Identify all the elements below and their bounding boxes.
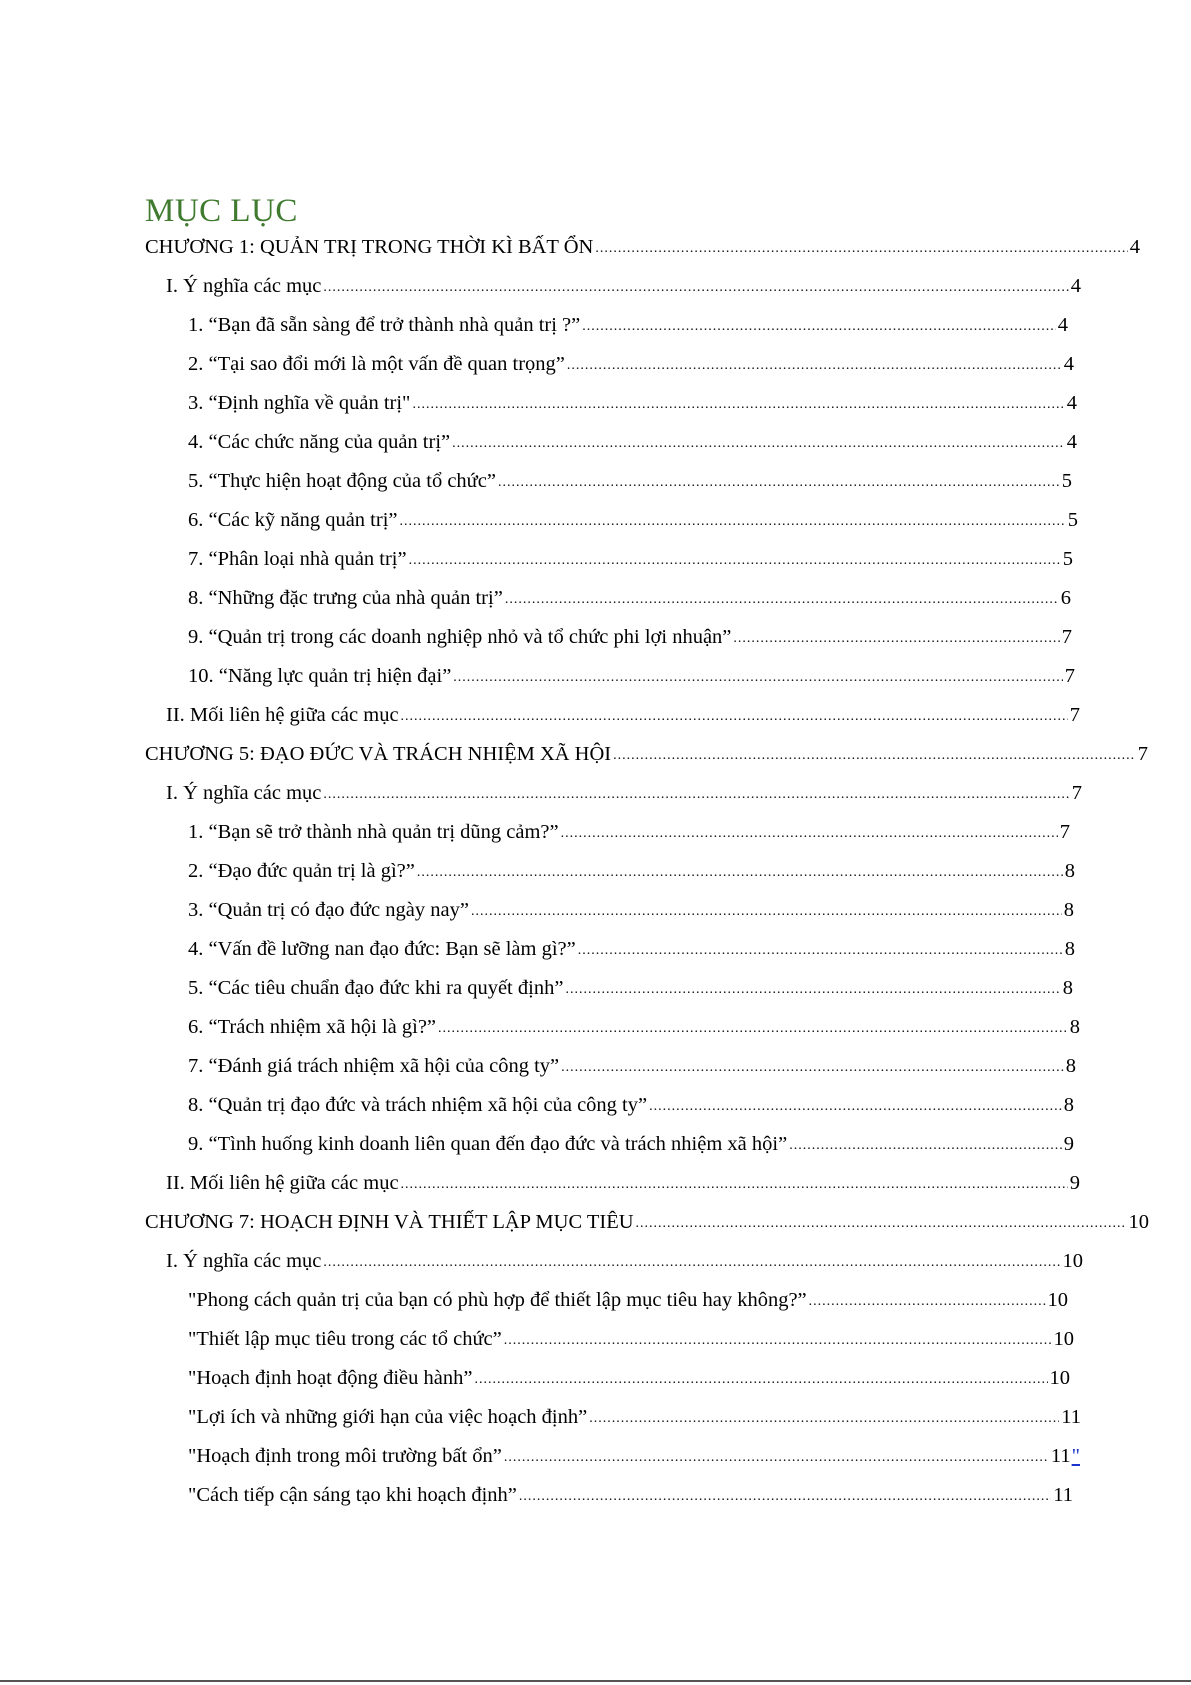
toc-entry-subsection[interactable]	[188, 1367, 1070, 1395]
toc-entry-label: "Hoạch định trong môi trường bất ổn”	[188, 1445, 502, 1467]
dot-leader	[452, 434, 1065, 454]
dot-leader	[565, 980, 1060, 1000]
toc-entry-page: 10	[1047, 1289, 1068, 1311]
dot-leader	[409, 551, 1061, 571]
toc-entry-chapter-5[interactable]	[145, 743, 1148, 771]
toc-entry-subsection[interactable]	[188, 1445, 1080, 1473]
toc-entry-page: 6	[1060, 587, 1071, 609]
dot-leader	[567, 356, 1062, 376]
toc-entry-subsection[interactable]	[188, 860, 1075, 888]
toc-entry-subsection[interactable]	[188, 587, 1071, 615]
toc-entry-page: 4	[1129, 236, 1140, 258]
dot-leader	[399, 512, 1065, 532]
dot-leader	[561, 824, 1058, 844]
toc-entry-label: 5. “Các tiêu chuẩn đạo đức khi ra quyết định”	[188, 977, 564, 999]
dot-leader	[323, 278, 1068, 298]
toc-entry-subsection[interactable]	[188, 431, 1077, 459]
toc-entry-label: 4. “Vấn đề lưỡng nan đạo đức: Bạn sẽ làm gì?”	[188, 938, 576, 960]
toc-entry-subsection[interactable]	[188, 1289, 1068, 1317]
toc-entry-label: "Phong cách quản trị của bạn có phù hợp để thiết lập mục tiêu hay không?”	[188, 1289, 807, 1311]
toc-entry-subsection[interactable]	[188, 938, 1075, 966]
toc-entry-subsection[interactable]	[188, 314, 1068, 342]
toc-entry-page: 7	[1061, 626, 1072, 648]
toc-entry-page: 7	[1071, 782, 1082, 804]
dot-leader	[471, 902, 1062, 922]
dot-leader	[412, 395, 1064, 415]
toc-entry-chapter-1[interactable]	[145, 236, 1140, 264]
dot-leader	[649, 1097, 1062, 1117]
toc-entry-label: I. Ý nghĩa các mục	[166, 275, 322, 297]
toc-entry-label: 2. “Đạo đức quản trị là gì?”	[188, 860, 415, 882]
toc-entry-subsection[interactable]	[188, 1328, 1074, 1356]
toc-entry-page: 7	[1059, 821, 1070, 843]
toc-entry-page: 5	[1067, 509, 1078, 531]
toc-entry-page: 7	[1069, 704, 1080, 726]
dot-leader	[401, 1175, 1068, 1195]
toc-entry-section[interactable]	[166, 1172, 1080, 1200]
toc-entry-label: 8. “Quản trị đạo đức và trách nhiệm xã hội của công ty”	[188, 1094, 648, 1116]
toc-entry-page: 4	[1066, 431, 1077, 453]
dot-leader	[505, 590, 1059, 610]
toc-entry-page: 7	[1137, 743, 1148, 765]
toc-entry-page: 9	[1069, 1172, 1080, 1194]
toc-entry-label: 8. “Những đặc trưng của nhà quản trị”	[188, 587, 503, 609]
dot-leader	[504, 1448, 1049, 1468]
toc-entry-subsection[interactable]	[188, 1484, 1073, 1512]
dot-leader	[582, 317, 1056, 337]
toc-entry-label: 7. “Phân loại nhà quản trị”	[188, 548, 407, 570]
dot-leader	[438, 1019, 1068, 1039]
toc-entry-label: 10. “Năng lực quản trị hiện đại”	[188, 665, 452, 687]
toc-entry-page: 11	[1061, 1406, 1081, 1428]
toc-entry-page: 4	[1063, 353, 1074, 375]
dot-leader	[809, 1292, 1046, 1312]
toc-entry-page: 8	[1064, 860, 1075, 882]
toc-entry-section[interactable]	[166, 1250, 1083, 1278]
toc-entry-label: 4. “Các chức năng của quản trị”	[188, 431, 451, 453]
toc-entry-label: 3. “Định nghĩa về quản trị"	[188, 392, 411, 414]
toc-entry-subsection[interactable]	[188, 392, 1077, 420]
toc-entry-chapter-7[interactable]	[145, 1211, 1149, 1239]
toc-entry-subsection[interactable]	[188, 1406, 1081, 1434]
toc-entry-label: "Thiết lập mục tiêu trong các tổ chức”	[188, 1328, 502, 1350]
dot-leader	[613, 746, 1136, 766]
toc-entry-label: II. Mối liên hệ giữa các mục	[166, 1172, 399, 1194]
dot-leader	[733, 629, 1059, 649]
toc-entry-subsection[interactable]	[188, 1055, 1076, 1083]
toc-entry-page: 11	[1053, 1484, 1073, 1506]
toc-entry-section[interactable]	[166, 275, 1081, 303]
toc-entry-subsection[interactable]	[188, 509, 1078, 537]
toc-entry-page: 8	[1062, 977, 1073, 999]
toc-entry-page: 11	[1050, 1445, 1071, 1467]
dot-leader	[589, 1409, 1059, 1429]
toc-entry-subsection[interactable]	[188, 1133, 1074, 1161]
toc-entry-label: 1. “Bạn đã sẵn sàng để trở thành nhà quản trị ?”	[188, 314, 581, 336]
toc-entry-page: 8	[1065, 1055, 1076, 1077]
dot-leader	[561, 1058, 1064, 1078]
dot-leader	[636, 1214, 1127, 1234]
dot-leader	[474, 1370, 1047, 1390]
toc-entry-subsection[interactable]	[188, 977, 1073, 1005]
toc-entry-page: 4	[1066, 392, 1077, 414]
dot-leader	[498, 473, 1060, 493]
toc-entry-page: 4	[1070, 275, 1081, 297]
toc-title: MỤC LỤC	[145, 193, 298, 229]
toc-entry-subsection[interactable]	[188, 470, 1072, 498]
toc-entry-page: 5	[1061, 470, 1072, 492]
toc-entry-page: 8	[1063, 1094, 1074, 1116]
toc-entry-label: 9. “Quản trị trong các doanh nghiệp nhỏ và tổ chức phi lợi nhuận”	[188, 626, 732, 648]
toc-entry-page: 10	[1062, 1250, 1083, 1272]
toc-entry-label: CHƯƠNG 7: HOẠCH ĐỊNH VÀ THIẾT LẬP MỤC TIÊU	[145, 1211, 634, 1233]
page-bottom-rule	[0, 1680, 1191, 1682]
toc-entry-subsection[interactable]	[188, 1094, 1074, 1122]
toc-entry-label: I. Ý nghĩa các mục	[166, 782, 322, 804]
toc-entry-page: 7	[1064, 665, 1075, 687]
toc-entry-label: 6. “Trách nhiệm xã hội là gì?”	[188, 1016, 437, 1038]
toc-entry-label: 1. “Bạn sẽ trở thành nhà quản trị dũng cảm?”	[188, 821, 559, 843]
toc-entry-label: "Cách tiếp cận sáng tạo khi hoạch định”	[188, 1484, 517, 1506]
toc-entry-label: 9. “Tình huống kinh doanh liên quan đến đạo đức và trách nhiệm xã hội”	[188, 1133, 788, 1155]
toc-entry-section[interactable]	[166, 782, 1082, 810]
dot-leader	[417, 863, 1063, 883]
toc-entry-page: 10	[1049, 1367, 1070, 1389]
toc-entry-label: 5. “Thực hiện hoạt động của tổ chức”	[188, 470, 496, 492]
toc-entry-label: I. Ý nghĩa các mục	[166, 1250, 322, 1272]
toc-entry-label: 2. “Tại sao đổi mới là một vấn đề quan trọng”	[188, 353, 565, 375]
toc-entry-page: 10	[1128, 1211, 1149, 1233]
toc-entry-label: CHƯƠNG 5: ĐẠO ĐỨC VÀ TRÁCH NHIỆM XÃ HỘI	[145, 743, 612, 765]
toc-entry-subsection[interactable]	[188, 821, 1070, 849]
dot-leader	[504, 1331, 1052, 1351]
dot-leader	[323, 785, 1069, 805]
dot-leader	[401, 707, 1068, 727]
toc-entry-label: 6. “Các kỹ năng quản trị”	[188, 509, 398, 531]
toc-entry-label: "Lợi ích và những giới hạn của việc hoạch định”	[188, 1406, 588, 1428]
toc-entry-page: 5	[1062, 548, 1073, 570]
toc-entry-label: "Hoạch định hoạt động điều hành”	[188, 1367, 473, 1389]
toc-entry-subsection[interactable]	[188, 899, 1074, 927]
toc-entry-subsection[interactable]	[188, 548, 1073, 576]
dot-leader	[595, 239, 1127, 259]
toc-entry-page: 4	[1057, 314, 1068, 336]
dot-leader	[789, 1136, 1062, 1156]
toc-entry-page: 9	[1063, 1133, 1074, 1155]
toc-entry-subsection[interactable]	[188, 353, 1074, 381]
toc-entry-page: 8	[1064, 938, 1075, 960]
toc-entry-page: 8	[1063, 899, 1074, 921]
toc-entry-label: 7. “Đánh giá trách nhiệm xã hội của công ty”	[188, 1055, 560, 1077]
toc-entry-label: CHƯƠNG 1: QUẢN TRỊ TRONG THỜI KÌ BẤT ỔN	[145, 236, 594, 258]
dot-leader	[323, 1253, 1060, 1273]
toc-entry-subsection[interactable]	[188, 626, 1072, 654]
toc-entry-subsection[interactable]	[188, 1016, 1080, 1044]
dot-leader	[519, 1487, 1051, 1507]
toc-entry-subsection[interactable]	[188, 665, 1075, 693]
dot-leader	[453, 668, 1062, 688]
toc-entry-label: II. Mối liên hệ giữa các mục	[166, 704, 399, 726]
toc-entry-label: 3. “Quản trị có đạo đức ngày nay”	[188, 899, 469, 921]
dot-leader	[578, 941, 1063, 961]
stray-quote-link[interactable]: "	[1071, 1445, 1080, 1467]
toc-entry-page: 10	[1053, 1328, 1074, 1350]
toc-entry-page: 8	[1069, 1016, 1080, 1038]
toc-entry-section[interactable]	[166, 704, 1080, 732]
